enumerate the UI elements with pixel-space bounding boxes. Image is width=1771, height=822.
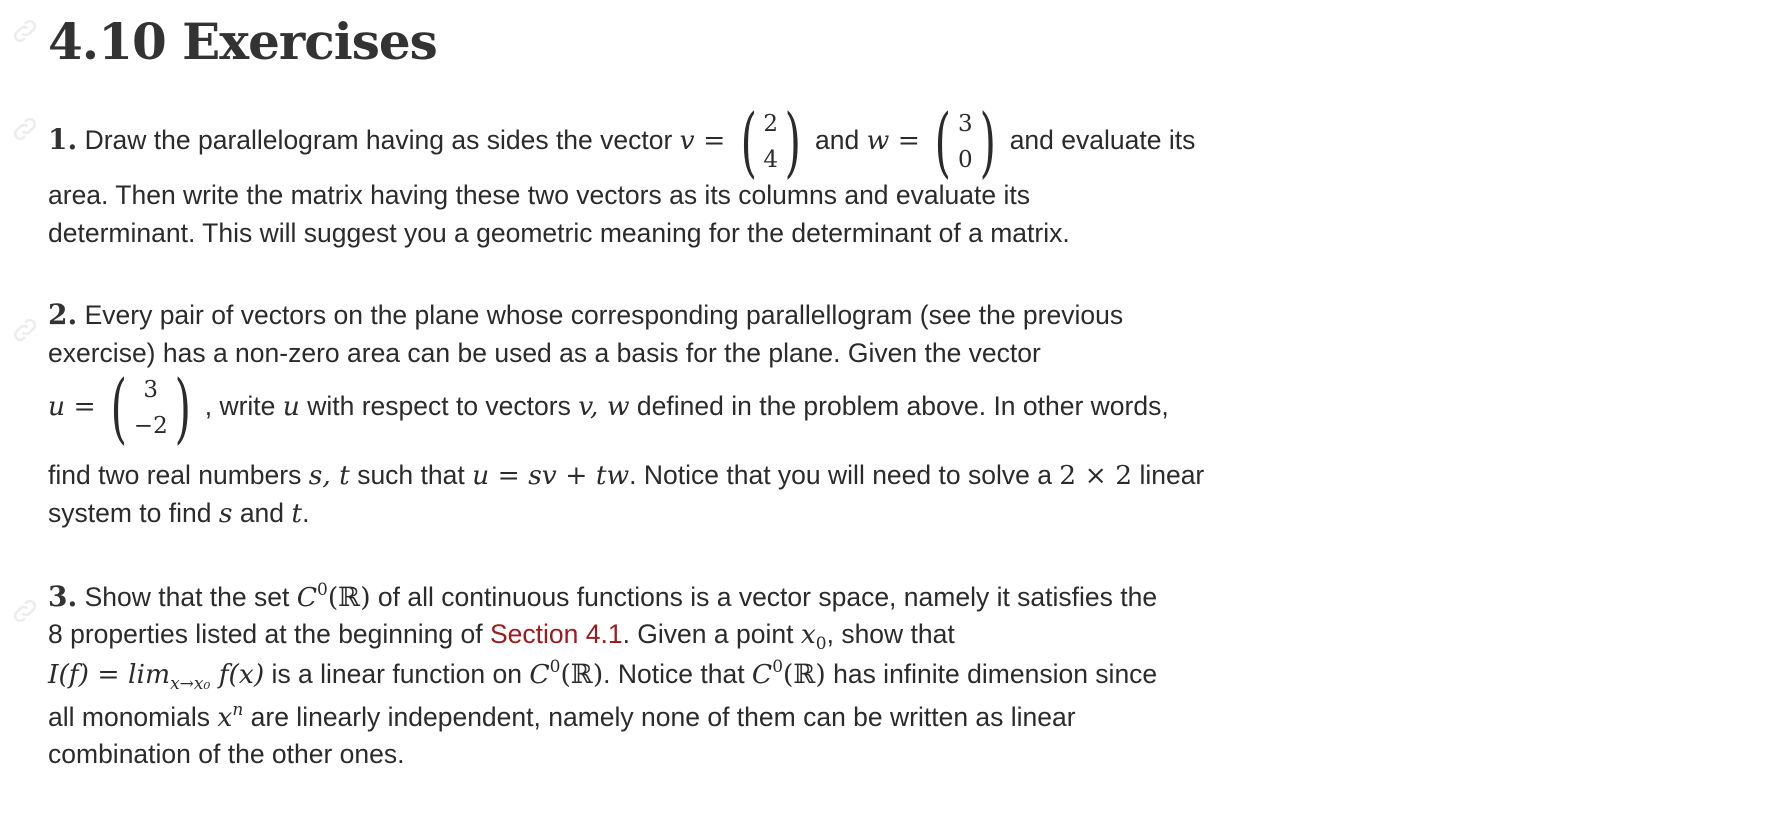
math-equals: = [889, 125, 929, 156]
text: has infinite dimension since [825, 659, 1158, 689]
math-s-t: s, t [308, 460, 350, 491]
text: defined in the problem above. In other words, [629, 391, 1169, 421]
text: such that [349, 460, 473, 490]
math-C: C [529, 659, 550, 690]
exercise-3-line-5: combination of the other ones. [48, 739, 405, 769]
exercise-1-text: Draw the parallelogram having as sides the vector [77, 125, 680, 155]
exercise-2-line-1 [48, 298, 1123, 331]
math-t: t [291, 498, 303, 529]
exercise-3-line-1 [48, 580, 1157, 613]
vector-u-entry-1: 3 [143, 377, 159, 403]
text: . Notice that [603, 659, 752, 689]
exercise-2-line-3 [48, 363, 1169, 452]
text: Show that the set [77, 582, 297, 612]
math-x: x [217, 702, 233, 733]
exercise-1-number: 1. [48, 123, 78, 156]
exercise-2-text: Every pair of vectors on the plane whose corresponding parallellogram (see the previous [77, 300, 1124, 330]
math-superscript: 0 [549, 657, 561, 677]
text: and [232, 498, 292, 528]
page-title: 4.10 Exercises [48, 12, 437, 71]
exercise-3-line-4 [48, 700, 1076, 733]
text: all monomials [48, 702, 218, 732]
text: with respect to vectors [299, 391, 579, 421]
exercise-2-line-2: exercise) has a non-zero area can be used as a basis for the plane. Given the vector [48, 338, 1041, 368]
text: are linearly independent, namely none of them can be written as linear [243, 702, 1076, 732]
math-C: C [751, 659, 773, 690]
math-s: s [218, 498, 233, 529]
exercise-2-line-5 [48, 498, 309, 529]
text: . [302, 498, 310, 528]
exercise-1-text-end: and evaluate its [1002, 125, 1196, 155]
vector-u: ( 3 −2 ) [110, 363, 191, 452]
exercise-2-link-icon[interactable] [8, 313, 42, 347]
math-w: w [866, 125, 890, 156]
vector-w: ( 3 0 ) [935, 97, 996, 186]
math-u: u [48, 391, 66, 422]
exercise-1-link-icon[interactable] [8, 112, 42, 146]
text: . Notice that you will need to solve a [629, 460, 1060, 490]
exercise-3-link-icon[interactable] [8, 594, 42, 628]
text: of all continuous functions is a vector space, namely it satisfies the [370, 582, 1158, 612]
math-equals: = [694, 125, 734, 156]
text: find two real numbers [48, 460, 309, 490]
exercise-2-number: 2. [48, 298, 78, 331]
text: , write [197, 391, 283, 421]
math-reals: (ℝ) [560, 659, 604, 690]
math-fx: f(x) [210, 659, 265, 690]
text: system to find [48, 498, 219, 528]
math-reals: (ℝ) [783, 659, 826, 690]
vector-u-entry-2: −2 [133, 413, 168, 439]
math-superscript: 0 [317, 580, 328, 600]
math-u: u [282, 391, 300, 422]
heading-link-icon[interactable] [8, 14, 42, 48]
vector-v-entry-2: 4 [763, 147, 779, 173]
text: 8 properties listed at the beginning of [48, 619, 490, 649]
exercise-3-line-2 [48, 619, 955, 654]
math-superscript: 0 [772, 657, 784, 677]
section-4-1-link[interactable]: Section 4.1 [489, 619, 623, 649]
text: is a linear function on [264, 659, 530, 689]
exercise-1-line-2: area. Then write the matrix having these two vectors as its columns and evaluate its [48, 180, 1030, 210]
vector-v-entry-1: 2 [763, 111, 779, 137]
exercise-3-line-3 [48, 657, 1157, 694]
math-dimension: 2 × 2 [1059, 460, 1133, 491]
math-v-w: v, w [578, 391, 630, 422]
exercise-1-line-3: determinant. This will suggest you a geometric meaning for the determinant of a matrix. [48, 218, 1070, 248]
math-equals: = [65, 391, 105, 422]
math-x: x [800, 619, 816, 650]
math-limit-subscript: x→x₀ [170, 674, 211, 694]
vector-v: ( 2 4 ) [740, 97, 801, 186]
exercise-3-number: 3. [48, 580, 78, 613]
text: . Given a point [622, 619, 801, 649]
math-C: C [296, 582, 318, 613]
math-limit: I(f) = lim [48, 659, 171, 690]
math-reals: (ℝ) [327, 582, 371, 613]
text: linear [1132, 460, 1205, 490]
exercise-1-line-1 [48, 97, 1196, 186]
vector-w-entry-2: 0 [958, 147, 973, 173]
math-equation: u = sv + tw [472, 460, 630, 491]
math-exponent: n [232, 700, 244, 720]
exercise-1-and: and [807, 125, 867, 155]
text: , show that [826, 619, 955, 649]
math-v: v [679, 125, 695, 156]
vector-w-entry-1: 3 [958, 111, 973, 137]
exercise-2-line-4 [48, 460, 1204, 491]
math-subscript: 0 [815, 634, 827, 654]
